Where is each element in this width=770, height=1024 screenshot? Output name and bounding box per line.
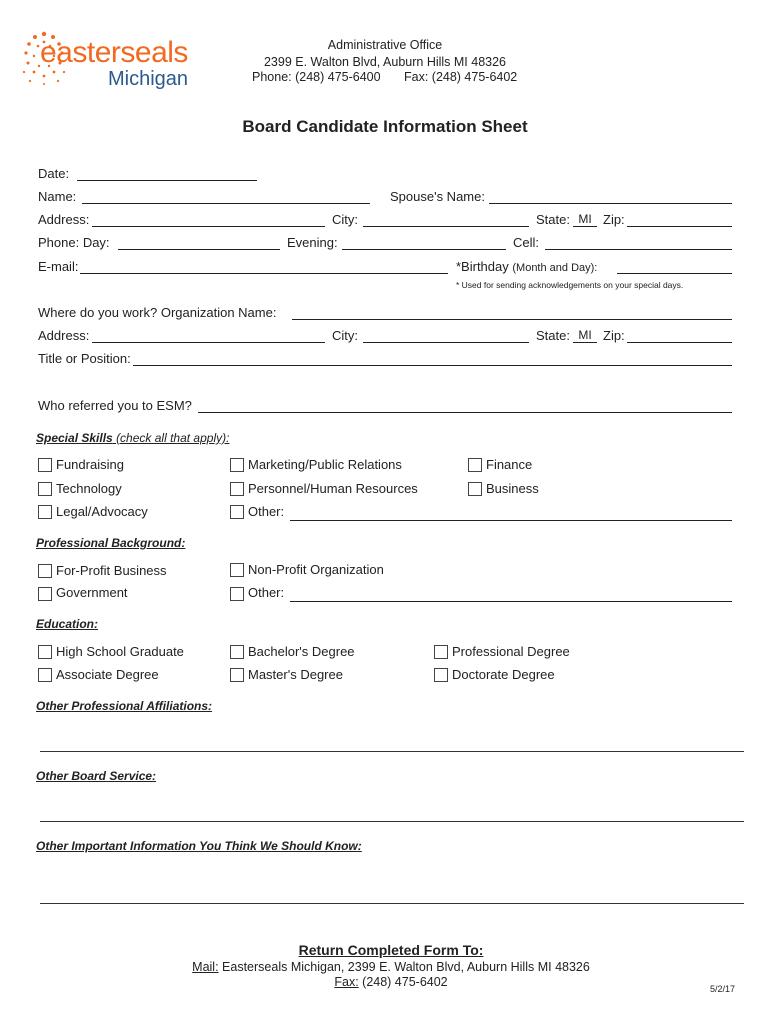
work-address-field[interactable] [92, 328, 325, 343]
email-field[interactable] [80, 259, 448, 274]
label-skills-other: Other: [248, 504, 285, 519]
checkbox-high-school[interactable] [38, 645, 52, 659]
label-business: Business [486, 481, 539, 496]
footer-mail-value: Easterseals Michigan, 2399 E. Walton Blvd, Auburn Hills MI 48326 [222, 960, 590, 974]
other-board-heading: Other Board Service: [36, 769, 157, 783]
name-label: Name: [38, 189, 77, 204]
label-high-school: High School Graduate [56, 644, 184, 659]
checkbox-personnel[interactable] [230, 482, 244, 496]
other-affiliations-field[interactable] [40, 751, 744, 752]
checkbox-doctorate[interactable] [434, 668, 448, 682]
cell-label: Cell: [513, 235, 540, 250]
work-state-field[interactable]: MI [573, 328, 597, 343]
spouse-field[interactable] [489, 189, 732, 204]
address-field[interactable] [92, 212, 325, 227]
footer-fax-label: Fax: [334, 975, 359, 989]
checkbox-background-other[interactable] [230, 587, 244, 601]
checkbox-professional[interactable] [434, 645, 448, 659]
checkbox-marketing[interactable] [230, 458, 244, 472]
state-field[interactable]: MI [573, 212, 597, 227]
city-label: City: [332, 212, 358, 227]
header-fax: Fax: (248) 475-6402 [404, 70, 518, 84]
work-state-label: State: [536, 328, 570, 343]
label-associate: Associate Degree [56, 667, 159, 682]
state-label: State: [536, 212, 570, 227]
special-skills-title: Special Skills [36, 431, 113, 445]
header-address: 2399 E. Walton Blvd, Auburn Hills MI 48326 [263, 55, 507, 69]
label-finance: Finance [486, 457, 533, 472]
other-info-field[interactable] [40, 903, 744, 904]
phone-day-field[interactable] [118, 235, 280, 250]
other-info-heading: Other Important Information You Think We Should Know: [36, 839, 362, 853]
work-city-label: City: [332, 328, 358, 343]
header-office: Administrative Office [327, 38, 443, 52]
label-personnel: Personnel/Human Resources [248, 481, 418, 496]
birthday-label [456, 259, 597, 274]
version-date: 5/2/17 [710, 984, 736, 994]
date-field[interactable] [77, 166, 257, 181]
special-skills-heading [36, 431, 229, 445]
professional-background-heading: Professional Background: [36, 536, 186, 550]
checkbox-non-profit[interactable] [230, 563, 244, 577]
label-legal: Legal/Advocacy [56, 504, 148, 519]
title-position-field[interactable] [133, 351, 732, 366]
work-zip-field[interactable] [627, 328, 732, 343]
work-org-field[interactable] [292, 305, 732, 320]
checkbox-fundraising[interactable] [38, 458, 52, 472]
work-address-label: Address: [38, 328, 90, 343]
evening-label: Evening: [287, 235, 338, 250]
label-masters: Master's Degree [248, 667, 343, 682]
name-field[interactable] [82, 189, 370, 204]
label-non-profit: Non-Profit Organization [248, 562, 384, 577]
background-other-field[interactable] [290, 587, 732, 602]
other-board-field[interactable] [40, 821, 744, 822]
checkbox-technology[interactable] [38, 482, 52, 496]
page-title: Board Candidate Information Sheet [242, 117, 528, 136]
checkbox-for-profit[interactable] [38, 564, 52, 578]
return-heading: Return Completed Form To: [298, 942, 484, 958]
footer-mail-label: Mail: [192, 960, 219, 974]
footer-fax-value: (248) 475-6402 [362, 975, 448, 989]
checkbox-bachelors[interactable] [230, 645, 244, 659]
label-government: Government [56, 585, 128, 600]
label-fundraising: Fundraising [56, 457, 124, 472]
evening-field[interactable] [342, 235, 506, 250]
logo-text-easterseals: easterseals [40, 36, 188, 69]
cell-field[interactable] [545, 235, 732, 250]
label-professional: Professional Degree [452, 644, 570, 659]
label-technology: Technology [56, 481, 122, 496]
special-skills-sub: (check all that apply): [116, 431, 230, 445]
referred-field[interactable] [198, 398, 732, 413]
checkbox-government[interactable] [38, 587, 52, 601]
label-doctorate: Doctorate Degree [452, 667, 555, 682]
checkbox-finance[interactable] [468, 458, 482, 472]
phone-day-label: Phone: Day: [38, 235, 110, 250]
city-field[interactable] [363, 212, 529, 227]
label-bachelors: Bachelor's Degree [248, 644, 355, 659]
spouse-label: Spouse's Name: [390, 189, 485, 204]
checkbox-masters[interactable] [230, 668, 244, 682]
birthday-note: * Used for sending acknowledgements on your special days. [456, 280, 684, 290]
referred-label: Who referred you to ESM? [38, 398, 192, 413]
skills-other-field[interactable] [290, 506, 732, 521]
checkbox-skills-other[interactable] [230, 505, 244, 519]
work-zip-label: Zip: [603, 328, 625, 343]
header-phone: Phone: (248) 475-6400 [252, 70, 381, 84]
work-org-label: Where do you work? Organization Name: [38, 305, 277, 320]
title-position-label: Title or Position: [38, 351, 131, 366]
zip-field[interactable] [627, 212, 732, 227]
birthday-field[interactable] [617, 259, 732, 274]
email-label: E-mail: [38, 259, 79, 274]
label-marketing: Marketing/Public Relations [248, 457, 402, 472]
birthday-sub-label: (Month and Day): [512, 262, 598, 274]
logo-text-michigan: Michigan [108, 68, 189, 90]
checkbox-associate[interactable] [38, 668, 52, 682]
date-label: Date: [38, 166, 70, 181]
work-city-field[interactable] [363, 328, 529, 343]
address-label: Address: [38, 212, 90, 227]
label-for-profit: For-Profit Business [56, 563, 167, 578]
checkbox-business[interactable] [468, 482, 482, 496]
other-affiliations-heading: Other Professional Affiliations: [36, 699, 213, 713]
checkbox-legal[interactable] [38, 505, 52, 519]
education-heading: Education: [36, 617, 98, 631]
birthday-label-text: *Birthday [456, 259, 509, 274]
footer-fax-line [0, 975, 770, 989]
footer-mail-line [0, 960, 770, 974]
label-background-other: Other: [248, 585, 285, 600]
zip-label: Zip: [603, 212, 625, 227]
